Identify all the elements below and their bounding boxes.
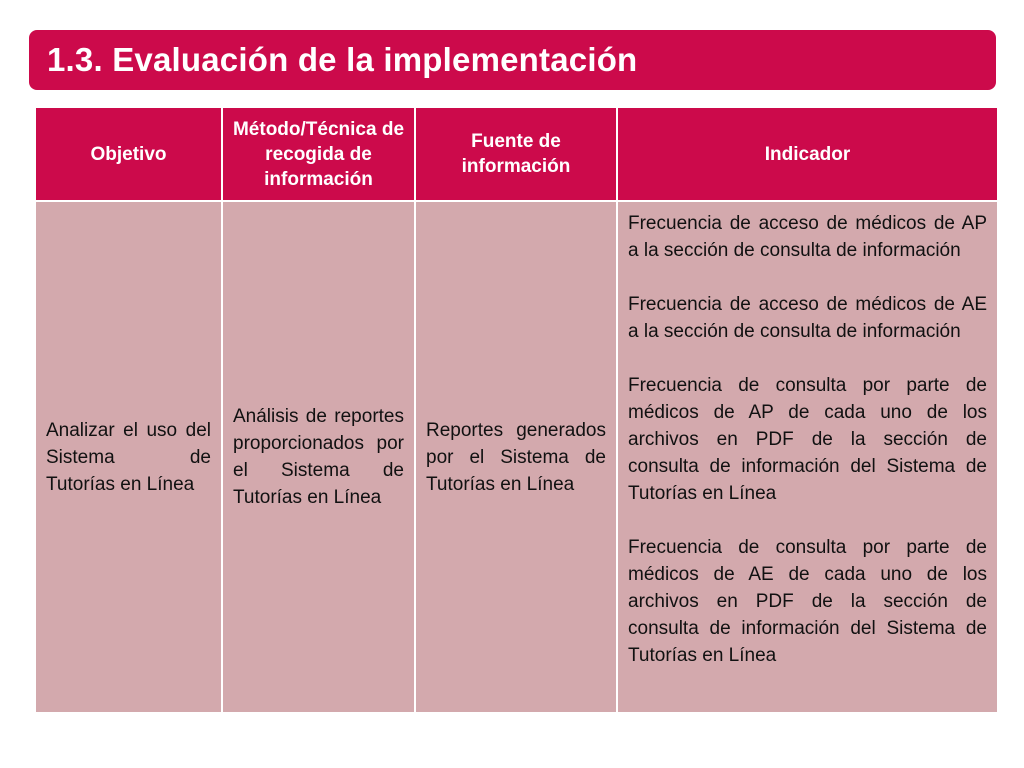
slide-title: 1.3. Evaluación de la implementación (47, 41, 638, 78)
cell-indicadores (617, 201, 997, 713)
evaluation-table (36, 108, 997, 714)
table-header-row (36, 108, 997, 201)
indicator-item: Frecuencia de acceso de médicos de AP a la sección de consulta de información (628, 213, 987, 261)
header-metodo: Método/Técnica de recogida de información (222, 108, 415, 201)
indicator-item: Frecuencia de consulta por parte de médicos de AP de cada uno de los archivos en PDF de la sección de consulta de información del Sistema de Tutorías en Línea (628, 375, 987, 504)
table-row (36, 201, 997, 713)
indicator-item: Frecuencia de consulta por parte de médicos de AE de cada uno de los archivos en PDF de la sección de consulta de información del Sistema de Tutorías en Línea (628, 537, 987, 666)
cell-metodo: Análisis de reportes proporcionados por el Sistema de Tutorías en Línea (222, 201, 415, 713)
title-bar (29, 30, 996, 90)
cell-objetivo: Analizar el uso del Sistema de Tutorías en Línea (36, 201, 222, 713)
header-fuente: Fuente de información (415, 108, 617, 201)
header-indicador: Indicador (617, 108, 997, 201)
cell-fuente: Reportes generados por el Sistema de Tutorías en Línea (415, 201, 617, 713)
header-objetivo: Objetivo (36, 108, 222, 201)
indicator-item: Frecuencia de acceso de médicos de AE a la sección de consulta de información (628, 294, 987, 342)
